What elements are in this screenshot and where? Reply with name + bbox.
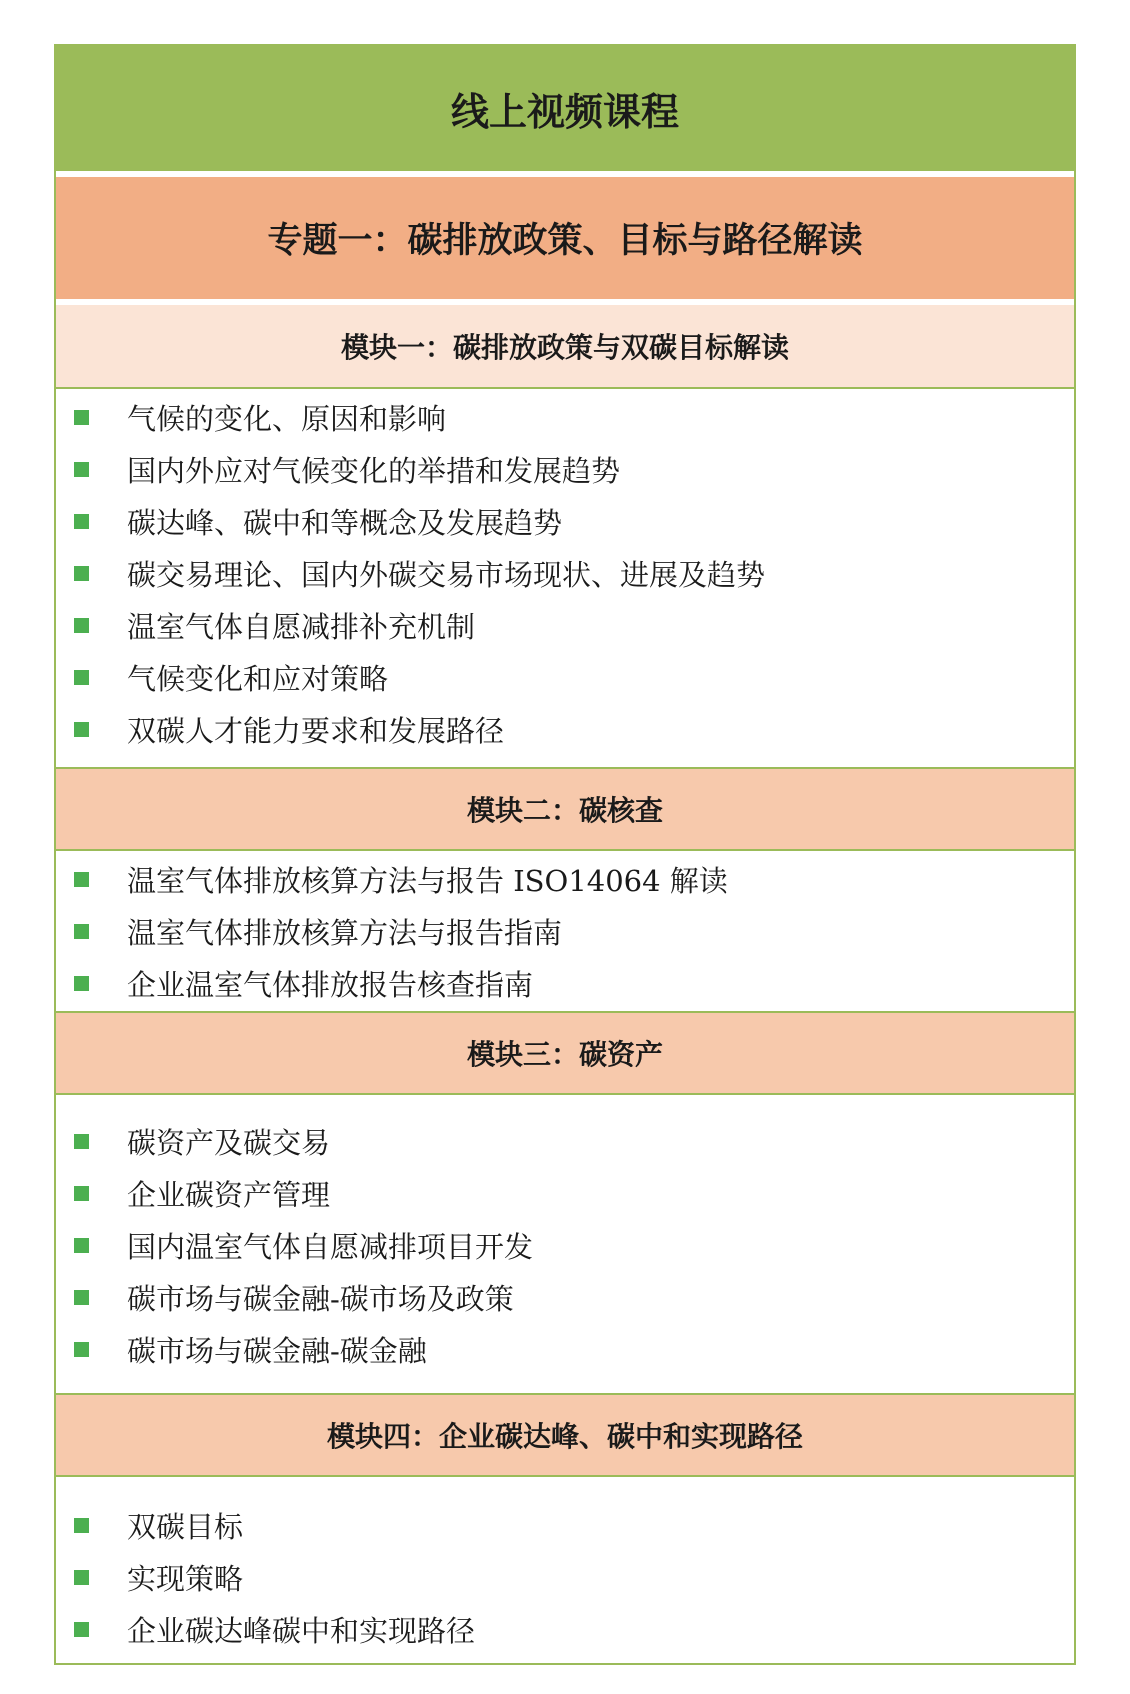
square-bullet-icon: [74, 1518, 89, 1533]
list-item-text: 实现策略: [127, 1561, 244, 1596]
list-item-text: 国内温室气体自愿减排项目开发: [127, 1229, 534, 1264]
square-bullet-icon: [74, 976, 89, 991]
square-bullet-icon: [74, 514, 89, 529]
list-item-text: 碳市场与碳金融-碳市场及政策: [127, 1281, 514, 1316]
list-item: [56, 1167, 1074, 1219]
module-3-list: [56, 1095, 1074, 1393]
module-4-list: [56, 1477, 1074, 1663]
list-item: [56, 1551, 1074, 1603]
list-item-text: 碳资产及碳交易: [127, 1125, 331, 1160]
list-item: [56, 651, 1074, 703]
list-item: [56, 391, 1074, 443]
module-2-list: [56, 851, 1074, 1011]
list-item-text: 双碳人才能力要求和发展路径: [127, 713, 505, 748]
list-item: [56, 1603, 1074, 1655]
module-1-header: 模块一：碳排放政策与双碳目标解读: [56, 305, 1074, 389]
square-bullet-icon: [74, 462, 89, 477]
list-item-text: 碳市场与碳金融-碳金融: [127, 1333, 427, 1368]
list-item-text: 企业温室气体排放报告核查指南: [127, 967, 534, 1002]
list-item: [56, 853, 1074, 905]
page-title: 线上视频课程: [56, 46, 1074, 177]
list-item: [56, 547, 1074, 599]
square-bullet-icon: [74, 1342, 89, 1357]
list-item: [56, 599, 1074, 651]
list-item: [56, 1219, 1074, 1271]
list-item-text: 碳达峰、碳中和等概念及发展趋势: [127, 505, 563, 540]
square-bullet-icon: [74, 670, 89, 685]
square-bullet-icon: [74, 872, 89, 887]
square-bullet-icon: [74, 1238, 89, 1253]
list-item-text: 温室气体排放核算方法与报告 ISO14064 解读: [127, 863, 728, 898]
list-item: [56, 1499, 1074, 1551]
square-bullet-icon: [74, 410, 89, 425]
list-item-text: 温室气体自愿减排补充机制: [127, 609, 476, 644]
list-item-text: 双碳目标: [127, 1509, 244, 1544]
module-4-header: 模块四：企业碳达峰、碳中和实现路径: [56, 1393, 1074, 1477]
list-item: [56, 703, 1074, 755]
topic-title: 专题一：碳排放政策、目标与路径解读: [56, 177, 1074, 305]
module-1-list: [56, 389, 1074, 767]
list-item-text: 气候变化和应对策略: [127, 661, 389, 696]
list-item: [56, 1115, 1074, 1167]
module-2-header: 模块二：碳核查: [56, 767, 1074, 851]
list-item-text: 气候的变化、原因和影响: [127, 401, 447, 436]
list-item: [56, 905, 1074, 957]
course-table: [54, 44, 1076, 1665]
list-item-text: 碳交易理论、国内外碳交易市场现状、进展及趋势: [127, 557, 766, 592]
module-3-header: 模块三：碳资产: [56, 1011, 1074, 1095]
list-item-text: 企业碳资产管理: [127, 1177, 331, 1212]
list-item: [56, 443, 1074, 495]
square-bullet-icon: [74, 1570, 89, 1585]
list-item-text: 温室气体排放核算方法与报告指南: [127, 915, 563, 950]
square-bullet-icon: [74, 1134, 89, 1149]
list-item: [56, 495, 1074, 547]
list-item: [56, 957, 1074, 1009]
square-bullet-icon: [74, 722, 89, 737]
list-item: [56, 1271, 1074, 1323]
square-bullet-icon: [74, 566, 89, 581]
square-bullet-icon: [74, 1186, 89, 1201]
list-item: [56, 1323, 1074, 1375]
square-bullet-icon: [74, 618, 89, 633]
list-item-text: 企业碳达峰碳中和实现路径: [127, 1613, 476, 1648]
square-bullet-icon: [74, 1622, 89, 1637]
square-bullet-icon: [74, 1290, 89, 1305]
list-item-text: 国内外应对气候变化的举措和发展趋势: [127, 453, 621, 488]
square-bullet-icon: [74, 924, 89, 939]
